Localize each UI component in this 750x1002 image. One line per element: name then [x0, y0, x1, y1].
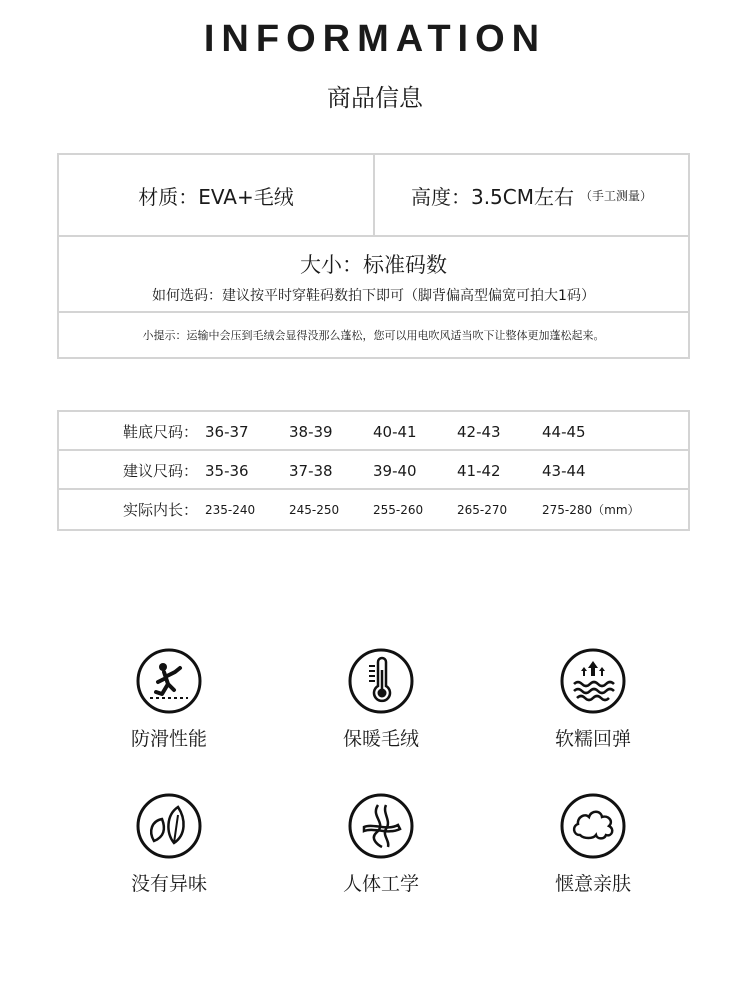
feature-label: 惬意亲肤 [554, 873, 631, 895]
feature-rebound [493, 648, 693, 751]
feature-anti-slip [69, 648, 269, 751]
height-note: （手工测量） [580, 188, 653, 203]
anti-slip-icon [136, 648, 202, 714]
feature-label: 保暖毛绒 [342, 728, 419, 750]
feature-skin-friendly [493, 793, 693, 896]
thermometer-icon [348, 648, 414, 714]
size-title: 大小：标准码数 [300, 253, 447, 277]
row-label: 实际内长： [123, 501, 199, 519]
size-cell: 265-270 [457, 503, 508, 517]
feature-label: 没有异味 [130, 873, 207, 895]
leaves-icon [136, 793, 202, 859]
cloud-icon [560, 793, 626, 859]
feature-label: 人体工学 [342, 873, 419, 895]
size-cell: 245-250 [289, 503, 340, 517]
feature-label: 软糯回弹 [554, 728, 631, 750]
feature-ergonomic [281, 793, 481, 896]
title-chinese: 商品信息 [327, 84, 423, 112]
size-cell: 39-40 [373, 462, 417, 480]
info-row-size [59, 237, 688, 313]
feature-label: 防滑性能 [130, 728, 207, 750]
size-cell: 235-240 [205, 503, 256, 517]
height-text: 高度：3.5CM左右 [410, 184, 574, 209]
size-guide: 如何选码：建议按平时穿鞋码数拍下即可（脚背偏高型偏宽可拍大1码） [152, 288, 595, 304]
size-cell: 275-280（mm） [542, 503, 640, 517]
rebound-icon [560, 648, 626, 714]
feature-no-odor [69, 793, 269, 896]
row-label: 建议尺码： [123, 462, 199, 480]
size-row-suggested [59, 451, 688, 490]
size-cell: 41-42 [457, 462, 501, 480]
row-label: 鞋底尺码： [123, 423, 199, 441]
height-cell [375, 155, 688, 235]
size-cell: 37-38 [289, 462, 333, 480]
title-english: INFORMATION [203, 18, 547, 60]
info-table [57, 153, 690, 359]
material-cell: 材质：EVA+毛绒 [59, 155, 375, 235]
size-cell: 40-41 [373, 423, 417, 441]
tip-row: 小提示：运输中会压到毛绒会显得没那么蓬松，您可以用电吹风适当吹下让整体更加蓬松起来。 [142, 329, 605, 342]
ergonomic-icon [348, 793, 414, 859]
size-row-sole [59, 412, 688, 451]
size-cell: 36-37 [205, 423, 249, 441]
size-cell: 35-36 [205, 462, 249, 480]
feature-warm-plush [281, 648, 481, 751]
size-table [57, 410, 690, 531]
size-cell: 42-43 [457, 423, 501, 441]
size-row-inner-length [59, 490, 688, 529]
size-cell: 38-39 [289, 423, 333, 441]
size-cell: 44-45 [542, 423, 586, 441]
info-row-material-height [59, 155, 688, 237]
size-cell: 43-44 [542, 462, 586, 480]
size-cell: 255-260 [373, 503, 424, 517]
